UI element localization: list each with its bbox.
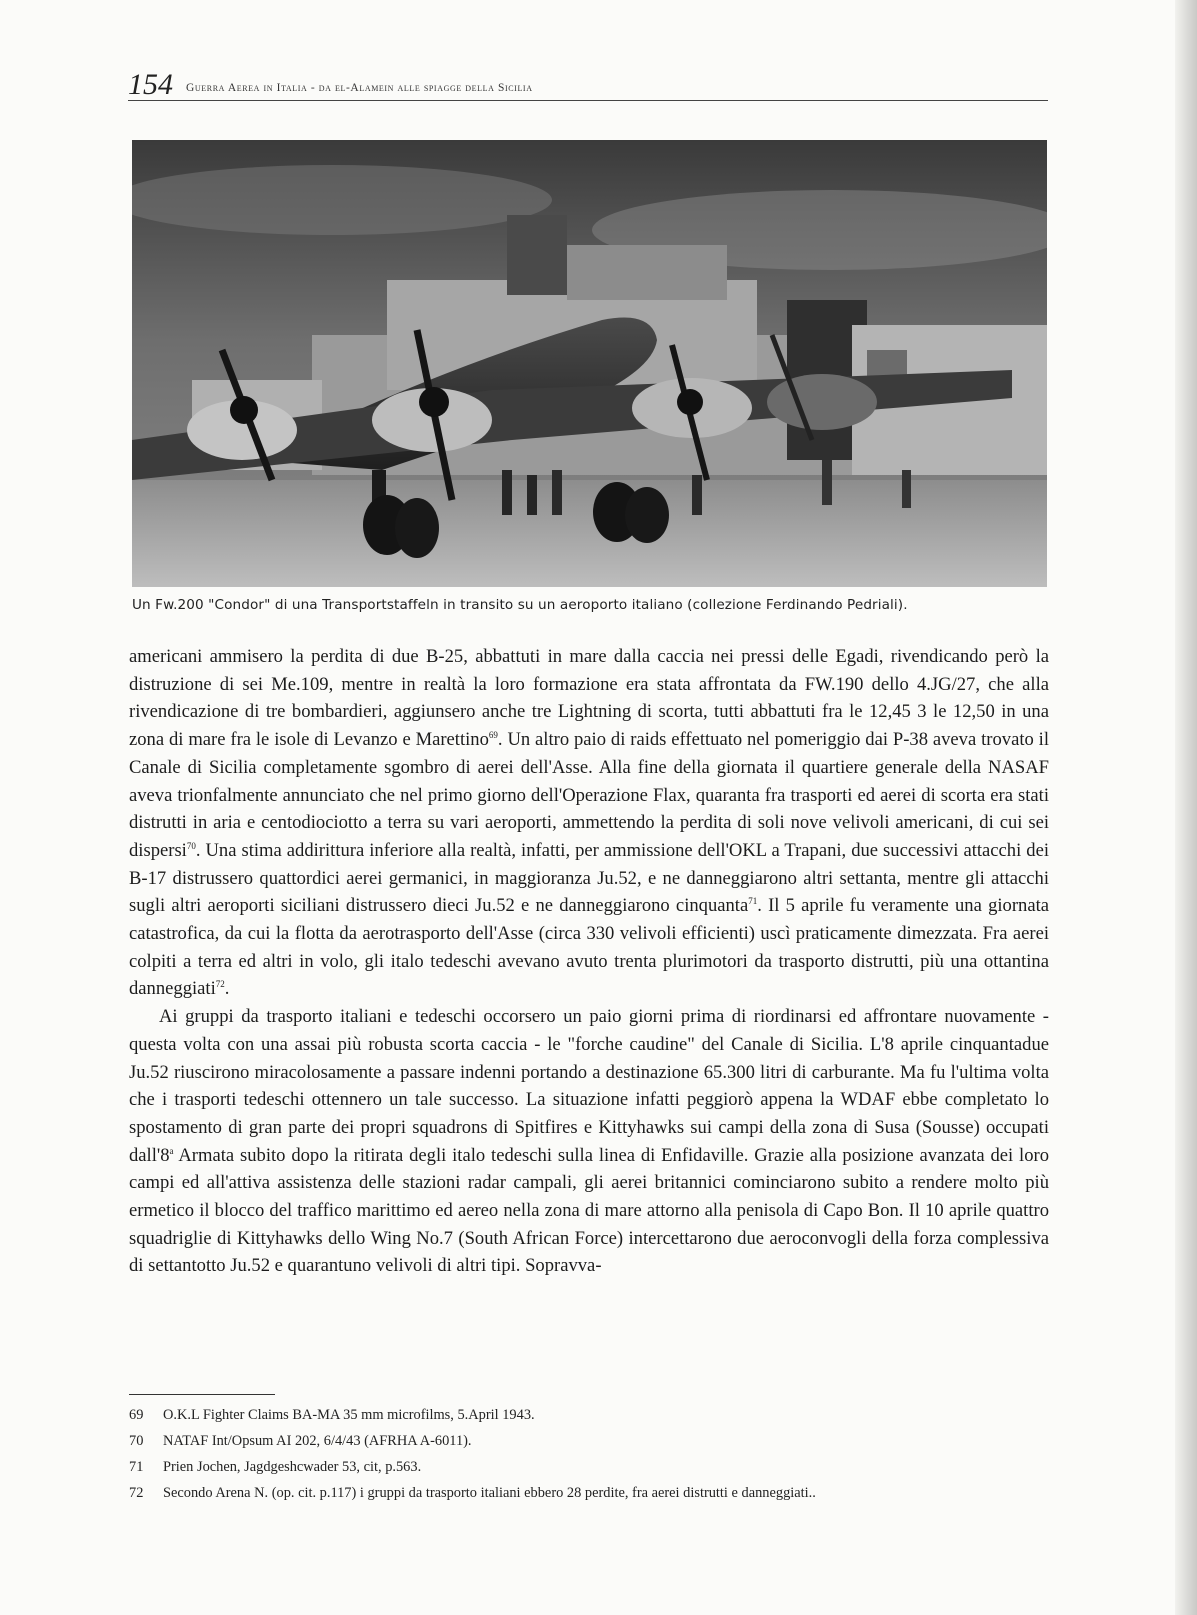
- text-run: Ai gruppi da trasporto italiani e tedeschi occorsero un paio giorni prima di riordinarsi ed affrontare nuovamente - questa volta con una assai più robusta scorta caccia - le "forche caudine" del Canale di Sicilia. L'8 aprile cinquantadue Ju.52 riuscirono miracolosamente a passare indenni portando a destinazione 65.300 litri di carburante. Ma fu l'ultima volta che i trasporti tedeschi ottennero un tale successo. La situazione infatti peggiorò appena la WDAF ebbe completato lo spostamento di gran parte dei propri squadrons di Spitfires e Kittyhawks sui campi della zona di Susa (Sousse) occupati dall'8: [129, 1006, 1049, 1166]
- paragraph: [129, 643, 1049, 1003]
- footnote-number: 69: [129, 1407, 144, 1423]
- aircraft-photo: [132, 140, 1047, 587]
- footnote: [129, 1454, 1049, 1480]
- text-run: . Il 5 aprile fu veramente una giornata catastrofica, da cui la flotta da aerotrasporto dell'Asse (circa 330 velivoli efficienti) uscì praticamente dimezzata. Fra aerei colpiti a terra ed altri in volo, gli italo tedeschi avevano avuto trenta plurimotori da trasporto distrutti, più una ottantina danneggiati: [129, 895, 1049, 1000]
- footnote: [129, 1428, 1049, 1454]
- paragraph: [129, 1003, 1049, 1280]
- footnote-text: NATAF Int/Opsum AI 202, 6/4/43 (AFRHA A-6011).: [163, 1433, 472, 1449]
- footnote-number: 71: [129, 1459, 144, 1475]
- footnote: [129, 1402, 1049, 1428]
- footnote-number: 72: [129, 1485, 144, 1501]
- footnote-ref[interactable]: 70: [186, 840, 196, 851]
- running-head: Guerra Aerea in Italia - da el-Alamein alle spiagge della Sicilia: [186, 82, 533, 94]
- footnote-ref[interactable]: 69: [488, 730, 498, 741]
- text-run: . Una stima addirittura inferiore alla realtà, infatti, per ammissione dell'OKL a Trapani, due successivi attacchi dei B-17 distrussero quattordici aerei germanici, in maggioranza Ju.52, e ne danneggiarono altri settanta, mentre gli attacchi sugli altri aeroporti siciliani distrussero dieci Ju.52 e ne danneggiarono cinquanta: [129, 839, 1049, 917]
- text-run: americani ammisero la perdita di due B-25, abbattuti in mare dalla caccia nei pressi delle Egadi, rivendicando però la distruzione di sei Me.109, mentre in realtà la loro formazione era stata affrontata da FW.190 dello 4.JG/27, che alla rivendicazione di tre bombardieri, aggiunsero anche tre Lightning di scorta, tutti abbattuti fra le 12,45 3 le 12,50 in una zona di mare fra le isole di Levanzo e Marettino: [129, 646, 1049, 751]
- footnote: [129, 1480, 1049, 1506]
- text-run: Armata subito dopo la ritirata degli italo tedeschi sulla linea di Enfidaville. Grazie alla posizione avanzata dei loro campi ed all'attiva assistenza delle stazioni radar campali, gli aerei britannici cominciarono subito a rendere molto più ermetico il blocco del traffico marittimo ed aereo nella zona di mare attorno alla penisola di Capo Bon. Il 10 aprile quattro squadriglie di Kittyhawks dello Wing No.7 (South African Force) intercettarono due aeroconvogli della forza complessiva di settantotto Ju.52 e quarantuno velivoli di altri tipi. Sopravva-: [129, 1144, 1049, 1277]
- text-run: . Un altro paio di raids effettuato nel pomeriggio dai P-38 aveva trovato il Canale di Sicilia completamente sgombro di aerei dell'Asse. Alla fine della giornata il quartiere generale della NASAF aveva trionfalmente annunciato che nel primo giorno dell'Operazione Flax, quaranta fra trasporti ed aerei di scorta era stati distrutti in aria e centodiociotto a terra su vari aeroporti, ammettendo la perdita di soli nove velivoli americani, di cui sei dispersi: [129, 729, 1049, 861]
- footnote-ref[interactable]: 72: [215, 979, 225, 990]
- page-number: 154: [128, 68, 173, 101]
- footnote-text: Prien Jochen, Jagdgeshcwader 53, cit, p.563.: [163, 1459, 422, 1475]
- body-text: [129, 643, 1049, 1280]
- text-run: .: [224, 978, 230, 1000]
- footnote-text: O.K.L Fighter Claims BA-MA 35 mm microfilms, 5.April 1943.: [163, 1407, 535, 1423]
- footnote-text: Secondo Arena N. (op. cit. p.117) i gruppi da trasporto italiani ebbero 28 perdite, fra aerei distrutti e danneggiati..: [163, 1485, 816, 1501]
- footnote-rule: [129, 1394, 275, 1395]
- footnote-ref[interactable]: 71: [748, 896, 758, 907]
- ordinal-superscript: a: [169, 1145, 174, 1156]
- page-edge: [1175, 0, 1197, 1615]
- footnote-number: 70: [129, 1433, 144, 1449]
- photo-caption: Un Fw.200 "Condor" di una Transportstaffeln in transito su un aeroporto italiano (collezione Ferdinando Pedriali).: [132, 597, 908, 613]
- footnotes: [129, 1402, 1049, 1506]
- page-header: [128, 70, 1048, 101]
